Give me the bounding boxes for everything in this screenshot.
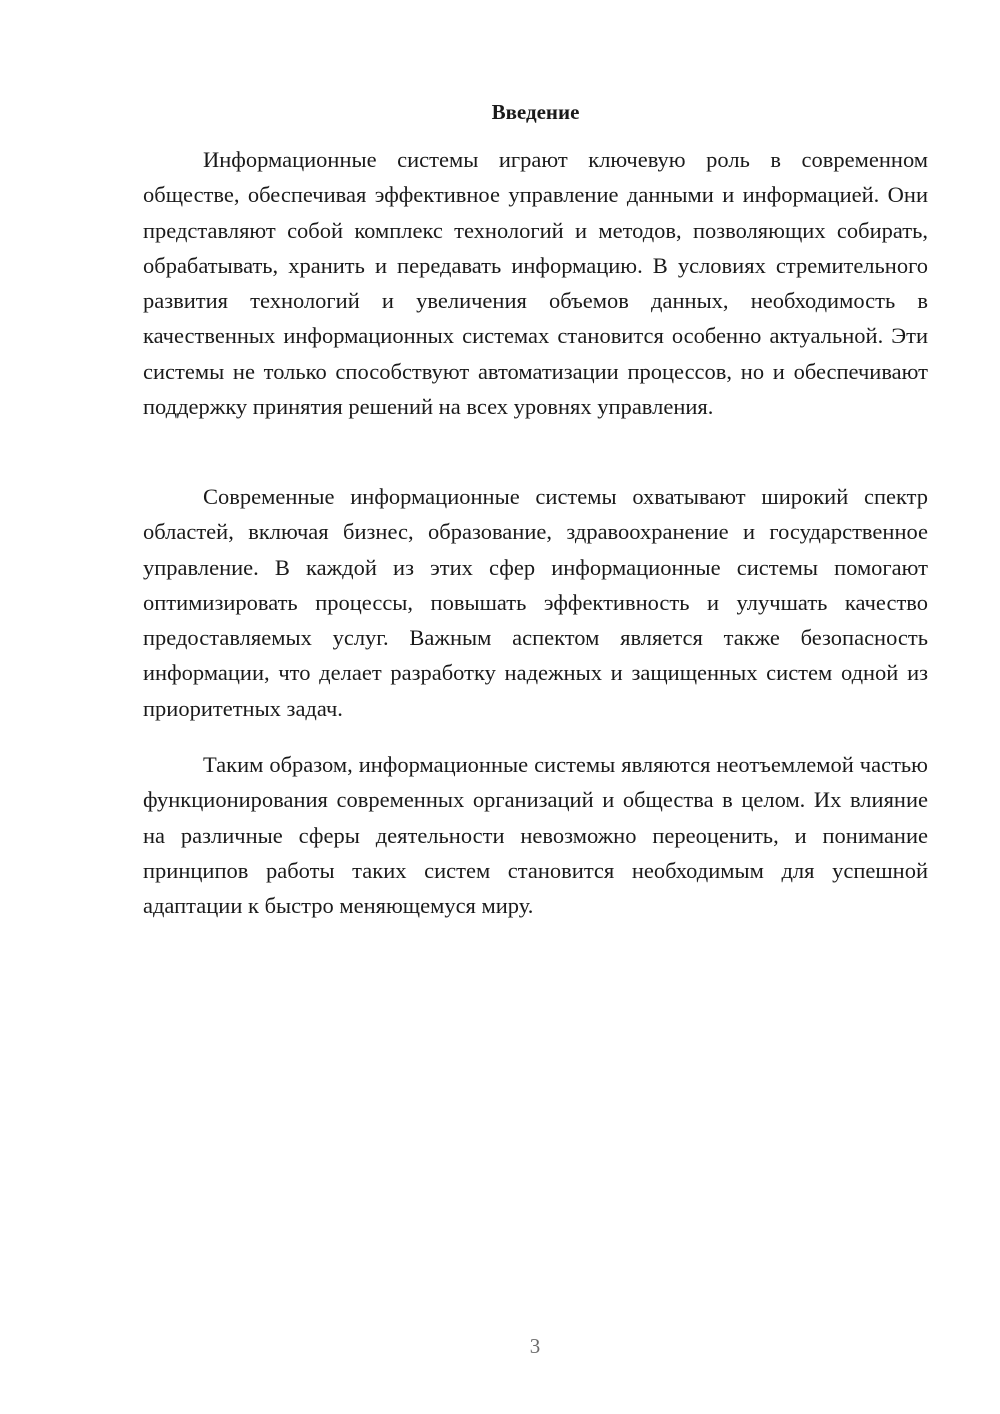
page-number: 3 [529,1334,541,1358]
paragraph-scope: Современные информационные системы охватывают широкий спектр областей, включая бизнес, образование, здравоохранение и государственное управление. В каждой из этих сфер информационные системы помогают оптимизировать процессы, повышать эффективность и улучшать качество предоставляемых услуг. Важным аспектом является также безопасность информации, что делает разработку надежных и защищенных систем одной из приоритетных задач. [143,484,928,721]
page-title: Введение [491,100,580,124]
paragraph-conclusion: Таким образом, информационные системы являются неотъемлемой частью функционирования современных организаций и общества в целом. Их влияние на различные сферы деятельности невозможно переоценить, и понимание принципов работы таких систем становится необходимым для успешной адаптации к быстро меняющемуся миру. [143,752,928,919]
paragraph-intro: Информационные системы играют ключевую роль в современном обществе, обеспечивая эффективное управление данными и информацией. Они представляют собой комплекс технологий и методов, позволяющих собирать, обрабатывать, хранить и передавать информацию. В условиях стремительного развития технологий и увеличения объемов данных, необходимость в качественных информационных системах становится особенно актуальной. Эти системы не только способствуют автоматизации процессов, но и обеспечивают поддержку принятия решений на всех уровнях управления. [143,147,928,420]
